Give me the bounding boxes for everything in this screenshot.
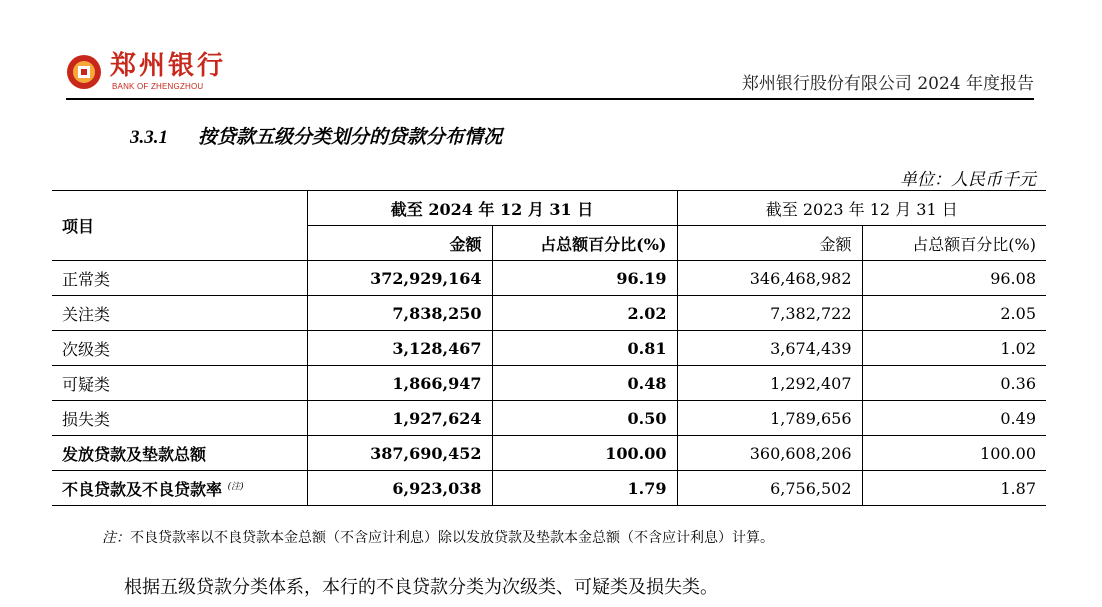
table-row — [52, 296, 1046, 331]
npl-label: 不良贷款及不良贷款率 — [62, 479, 223, 499]
pct-2024: 0.81 — [492, 331, 677, 366]
table-footnote — [102, 527, 774, 547]
page-header — [66, 44, 1034, 100]
amount-2024: 7,838,250 — [307, 296, 492, 331]
npl-pct-2024: 1.79 — [492, 471, 677, 506]
report-title: 郑州银行股份有限公司 2024 年度报告 — [741, 74, 1034, 94]
amount-2023: 1,789,656 — [677, 401, 862, 436]
item-header: 项目 — [52, 191, 307, 261]
pct-2023-header: 占总额百分比(%) — [862, 226, 1046, 261]
pct-2023: 1.02 — [862, 331, 1046, 366]
pct-2024-header: 占总额百分比(%) — [492, 226, 677, 261]
footnote-text: 不良贷款率以不良贷款本金总额（不含应计利息）除以发放贷款及垫款本金总额（不含应计利息）计算。 — [130, 530, 774, 546]
table-row — [52, 331, 1046, 366]
total-pct-2023: 100.00 — [862, 436, 1046, 471]
table-row — [52, 261, 1046, 296]
amount-2023: 7,382,722 — [677, 296, 862, 331]
total-amount-2023: 360,608,206 — [677, 436, 862, 471]
row-label: 次级类 — [52, 331, 307, 366]
pct-2023: 0.49 — [862, 401, 1046, 436]
pct-2023: 0.36 — [862, 366, 1046, 401]
total-pct-2024: 100.00 — [492, 436, 677, 471]
section-title: 按贷款五级分类划分的贷款分布情况 — [198, 126, 503, 148]
amount-2023: 3,674,439 — [677, 331, 862, 366]
row-label: 可疑类 — [52, 366, 307, 401]
row-label: 关注类 — [52, 296, 307, 331]
body-paragraph: 根据五级贷款分类体系，本行的不良贷款分类为次级类、可疑类及损失类。 — [124, 577, 718, 598]
npl-amount-2024: 6,923,038 — [307, 471, 492, 506]
footnote-label: 注： — [102, 530, 130, 546]
npl-row — [52, 471, 1046, 506]
total-amount-2024: 387,690,452 — [307, 436, 492, 471]
pct-2023: 2.05 — [862, 296, 1046, 331]
pct-2024: 0.50 — [492, 401, 677, 436]
period-2024-header: 截至 2024 年 12 月 31 日 — [307, 191, 677, 226]
pct-2023: 96.08 — [862, 261, 1046, 296]
npl-amount-2023: 6,756,502 — [677, 471, 862, 506]
total-row — [52, 436, 1046, 471]
amount-2023-header: 金额 — [677, 226, 862, 261]
table-row — [52, 366, 1046, 401]
bank-logo-icon — [66, 54, 102, 90]
amount-2024: 372,929,164 — [307, 261, 492, 296]
pct-2024: 0.48 — [492, 366, 677, 401]
amount-2024: 1,866,947 — [307, 366, 492, 401]
pct-2024: 2.02 — [492, 296, 677, 331]
unit-label: 单位：人民币千元 — [900, 170, 1036, 190]
table-header-row — [52, 191, 1046, 226]
loan-classification-table — [52, 190, 1046, 506]
pct-2024: 96.19 — [492, 261, 677, 296]
period-2023-header: 截至 2023 年 12 月 31 日 — [677, 191, 1046, 226]
amount-2023: 346,468,982 — [677, 261, 862, 296]
bank-name-en: BANK OF ZHENGZHOU — [112, 82, 204, 91]
amount-2023: 1,292,407 — [677, 366, 862, 401]
bank-logo — [66, 52, 236, 98]
row-label: 正常类 — [52, 261, 307, 296]
table-row — [52, 401, 1046, 436]
bank-name-cn: 郑州银行 — [110, 51, 227, 81]
npl-note-mark: (注) — [227, 481, 244, 492]
amount-2024: 3,128,467 — [307, 331, 492, 366]
section-heading — [130, 122, 502, 149]
amount-2024: 1,927,624 — [307, 401, 492, 436]
section-number: 3.3.1 — [130, 127, 168, 148]
total-label: 发放贷款及垫款总额 — [52, 436, 307, 471]
row-label: 损失类 — [52, 401, 307, 436]
amount-2024-header: 金额 — [307, 226, 492, 261]
npl-label-cell — [52, 471, 307, 506]
npl-pct-2023: 1.87 — [862, 471, 1046, 506]
